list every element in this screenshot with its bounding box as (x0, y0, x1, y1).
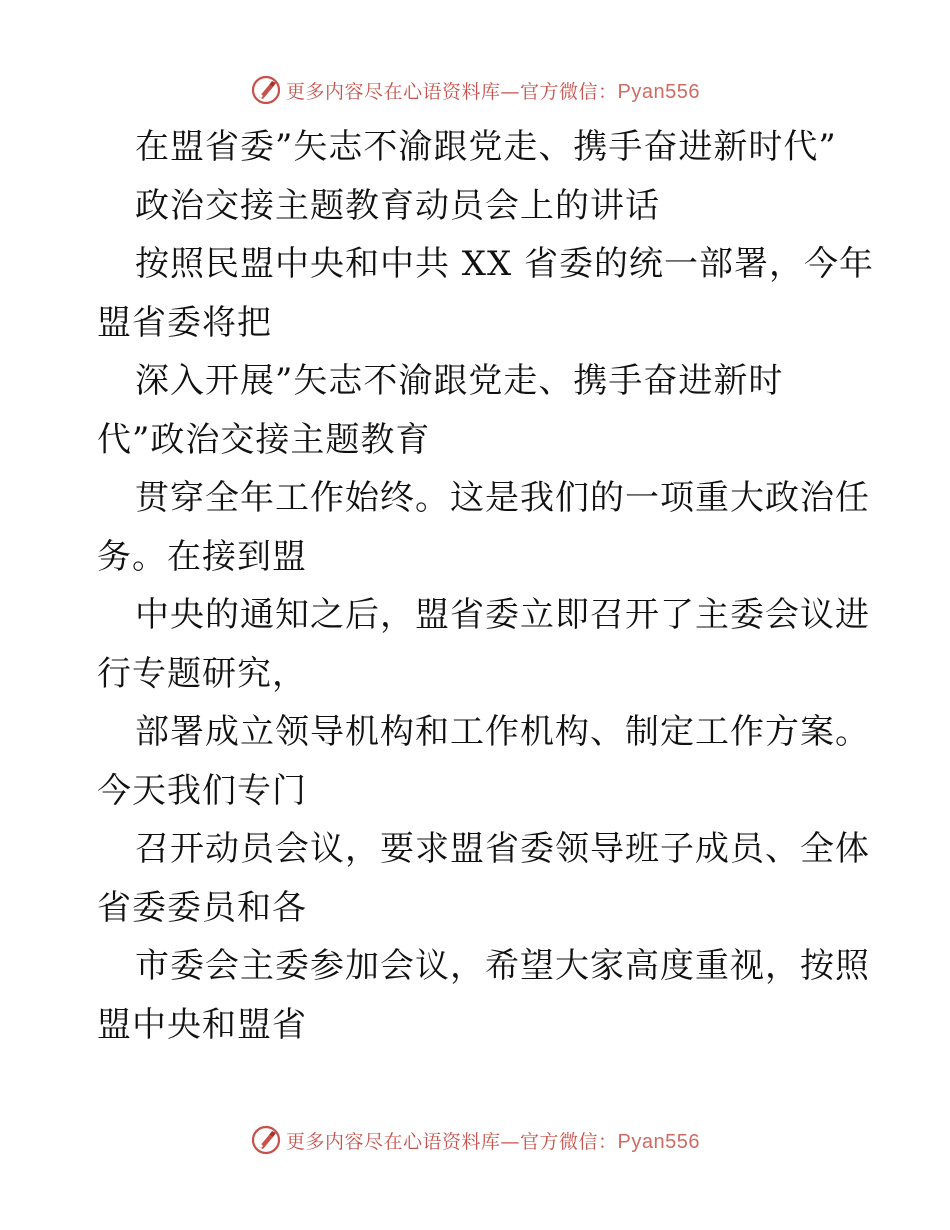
footer-watermark (0, 1122, 950, 1158)
paragraph-line: 贯穿全年工作始终。这是我们的一项重大政治任 (135, 478, 870, 518)
paragraph-line: 省委委员和各 (97, 887, 307, 928)
paragraph-line: 部署成立领导机构和工作机构、制定工作方案。 (135, 712, 870, 752)
paragraph-line: 盟中央和盟省 (97, 1004, 307, 1045)
paragraph-line: 今天我们专门 (97, 770, 307, 811)
title-line-1: 在盟省委”矢志不渝跟党走、携手奋进新时代” (135, 127, 837, 167)
paragraph-line: 中央的通知之后，盟省委立即召开了主委会议进 (135, 595, 870, 635)
paragraph-line: 召开动员会议，要求盟省委领导班子成员、全体 (135, 829, 870, 869)
paragraph-line: 按照民盟中央和中共 XX 省委的统一部署，今年 (135, 244, 875, 284)
watermark-wechat-id: Pyan556 (617, 80, 700, 103)
pen-nib-icon (250, 1124, 282, 1156)
paragraph-line: 盟省委将把 (97, 302, 272, 343)
paragraph-line: 代”政治交接主题教育 (97, 419, 431, 460)
paragraph-line: 务。在接到盟 (97, 536, 307, 577)
header-watermark (0, 72, 950, 108)
paragraph-line: 市委会主委参加会议，希望大家高度重视，按照 (135, 946, 870, 986)
document-body (97, 118, 875, 1054)
watermark-wechat-id: Pyan556 (617, 1130, 700, 1153)
pen-nib-icon (250, 74, 282, 106)
watermark-text: 更多内容尽在心语资料库—官方微信：Pyan556 (286, 80, 700, 103)
title-line-2: 政治交接主题教育动员会上的讲话 (135, 185, 660, 226)
watermark-text: 更多内容尽在心语资料库—官方微信：Pyan556 (286, 1130, 700, 1153)
paragraph-line: 深入开展”矢志不渝跟党走、携手奋进新时 (135, 361, 784, 401)
paragraph-line: 行专题研究， (97, 653, 307, 694)
